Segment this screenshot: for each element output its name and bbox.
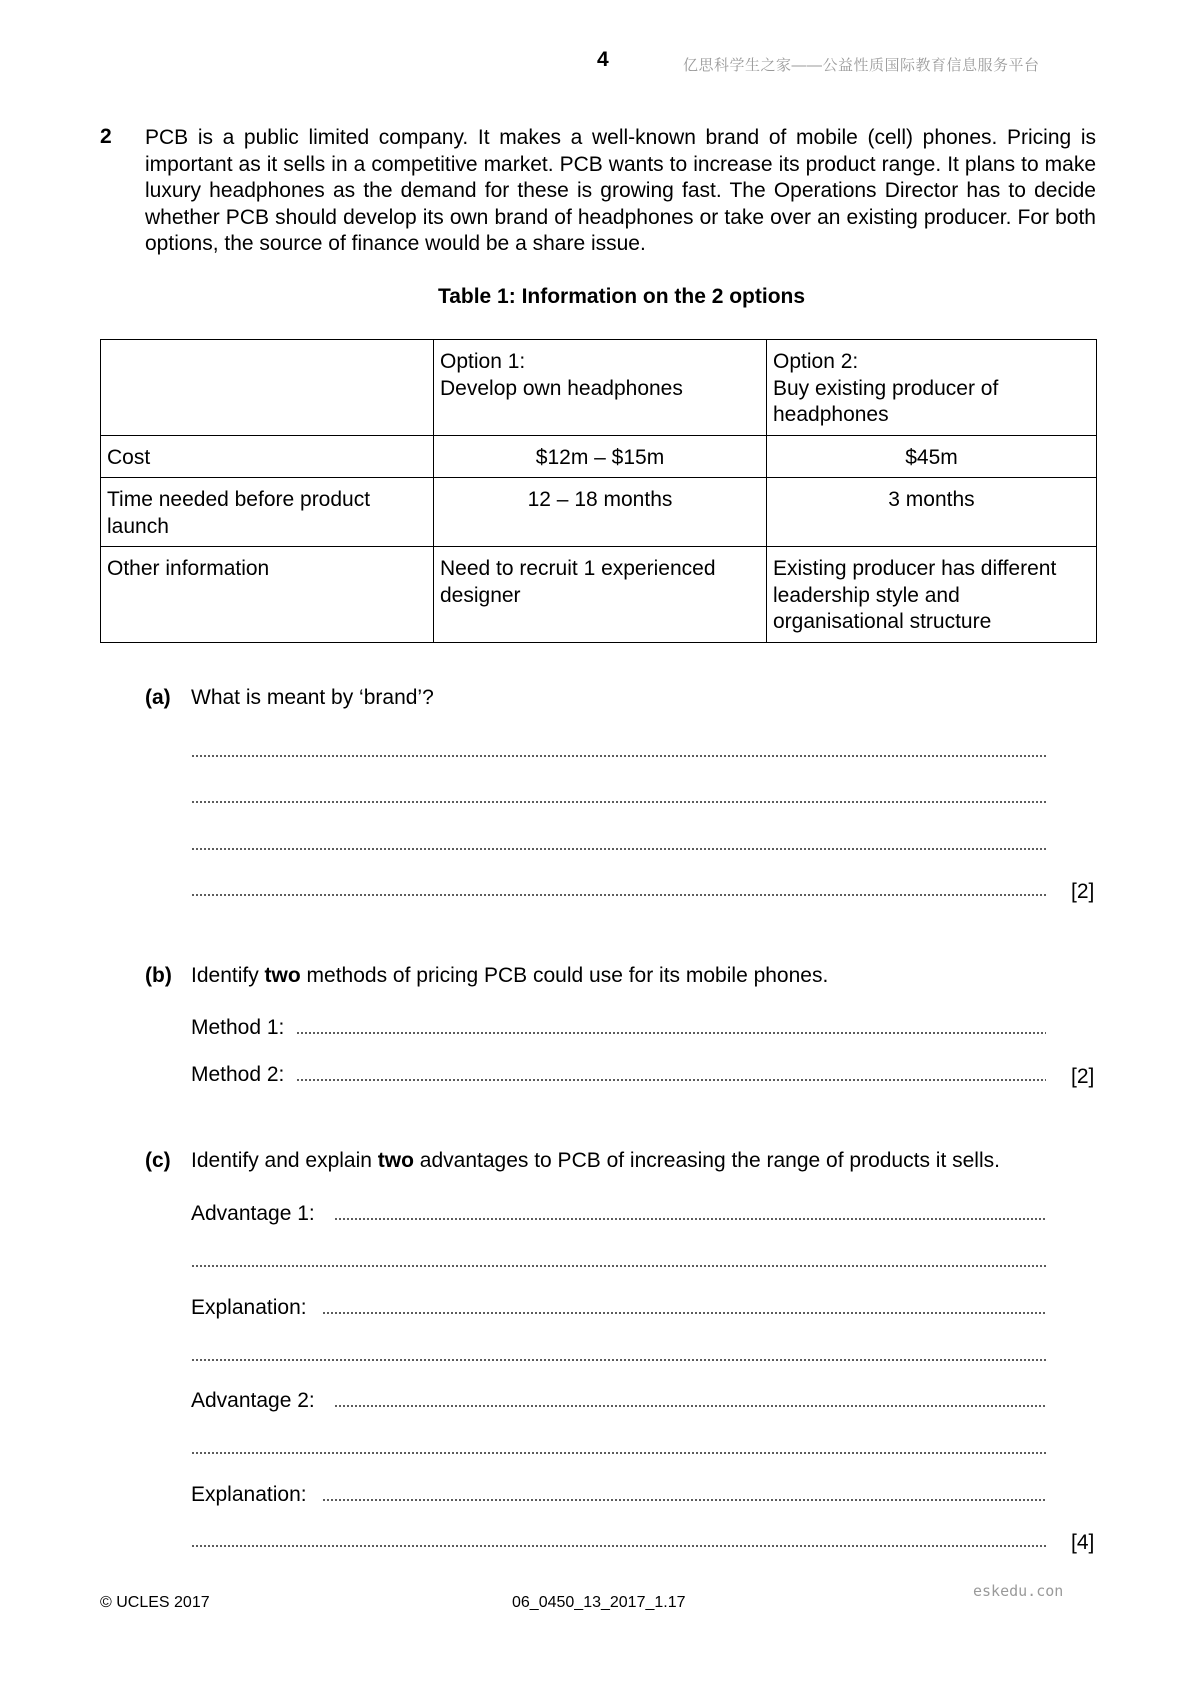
explanation2-answer-line[interactable] — [322, 1499, 1046, 1501]
row-label: Other information — [101, 547, 434, 643]
table-row — [101, 478, 1097, 547]
part-b-label: (b) — [145, 964, 172, 987]
advantage1-answer-line[interactable] — [334, 1218, 1046, 1220]
option2-subtitle: Buy existing producer of headphones — [773, 376, 999, 426]
answer-line[interactable] — [191, 894, 1046, 896]
answer-line[interactable] — [191, 1545, 1046, 1547]
row-label: Cost — [101, 435, 434, 478]
part-c-label: (c) — [145, 1149, 171, 1172]
part-a-question: What is meant by ‘brand’? — [191, 686, 434, 709]
explanation1-answer-line[interactable] — [322, 1312, 1046, 1314]
footer-copyright: © UCLES 2017 — [100, 1594, 210, 1611]
part-c-marks: [4] — [1071, 1531, 1095, 1554]
option1-subtitle: Develop own headphones — [440, 376, 683, 400]
row-option1-value: 12 – 18 months — [434, 478, 767, 547]
answer-line[interactable] — [191, 755, 1046, 757]
part-a-label: (a) — [145, 686, 171, 709]
explanation1-label: Explanation: — [191, 1296, 307, 1319]
answer-line[interactable] — [191, 848, 1046, 850]
row-option2-value: 3 months — [767, 478, 1097, 547]
watermark-header: 亿思科学生之家——公益性质国际教育信息服务平台 — [683, 57, 1040, 74]
part-c-text-after: advantages to PCB of increasing the range of products it sells. — [413, 1149, 1000, 1172]
advantage2-label: Advantage 2: — [191, 1389, 315, 1412]
row-option1-value: $12m – $15m — [434, 435, 767, 478]
part-b-question — [191, 964, 828, 988]
row-label: Time needed before product launch — [101, 478, 434, 547]
table-row — [101, 547, 1097, 643]
table-header-option2 — [767, 340, 1097, 436]
footer-code: 06_0450_13_2017_1.17 — [512, 1594, 686, 1611]
table-header-row — [101, 340, 1097, 436]
page-number: 4 — [597, 48, 609, 71]
answer-line[interactable] — [191, 1359, 1046, 1361]
answer-line[interactable] — [191, 1452, 1046, 1454]
method2-answer-line[interactable] — [296, 1079, 1046, 1081]
advantage2-answer-line[interactable] — [334, 1405, 1046, 1407]
row-option1-value: Need to recruit 1 experienced designer — [434, 547, 767, 643]
table-corner-cell — [101, 340, 434, 436]
answer-line[interactable] — [191, 1265, 1046, 1267]
part-c-text-before: Identify and explain — [191, 1149, 378, 1172]
question-intro: PCB is a public limited company. It makes a well-known brand of mobile (cell) phones. Pricing is important as it sells in a competitive market. PCB wants to increase its product range. It plans to make luxury headphones as the demand for these is growing fast. The Operations Director has to decide whether PCB should develop its own brand of headphones or take over an existing producer. For both options, the source of finance would be a share issue. — [145, 126, 1096, 255]
watermark-footer: eskedu.con — [973, 1582, 1064, 1600]
table-row — [101, 435, 1097, 478]
option1-title: Option 1: — [440, 350, 526, 373]
part-a-marks: [2] — [1071, 880, 1095, 903]
question-number: 2 — [100, 125, 112, 148]
table-title: Table 1: Information on the 2 options — [437, 285, 806, 308]
part-b-text-bold: two — [264, 964, 301, 987]
part-c-text-bold: two — [377, 1149, 414, 1172]
part-b-marks: [2] — [1071, 1065, 1095, 1088]
part-b-text-before: Identify — [191, 964, 265, 987]
method2-label: Method 2: — [191, 1063, 285, 1086]
options-table — [100, 339, 1097, 643]
method1-answer-line[interactable] — [296, 1032, 1046, 1034]
answer-line[interactable] — [191, 801, 1046, 803]
row-option2-value: $45m — [767, 435, 1097, 478]
part-c-question — [191, 1149, 1000, 1173]
row-option2-value: Existing producer has different leadership style and organisational structure — [767, 547, 1097, 643]
table-header-option1 — [434, 340, 767, 436]
method1-label: Method 1: — [191, 1016, 285, 1039]
part-b-text-after: methods of pricing PCB could use for its mobile phones. — [300, 964, 829, 987]
advantage1-label: Advantage 1: — [191, 1202, 315, 1225]
explanation2-label: Explanation: — [191, 1483, 307, 1506]
option2-title: Option 2: — [773, 350, 859, 373]
